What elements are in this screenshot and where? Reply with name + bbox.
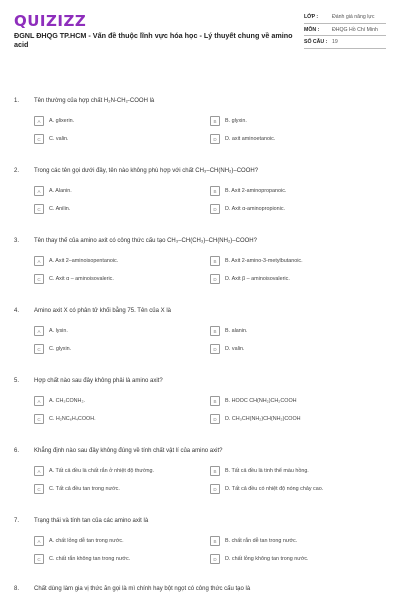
option-d[interactable]: D D. Axit β – aminoisovaleric.: [210, 270, 386, 288]
question-text: Chất dùng làm gia vị thức ăn gọi là mì chính hay bột ngọt có công thức cấu tạo là: [34, 586, 251, 592]
option-c[interactable]: C C. Tất cả đều tan trong nước.: [34, 480, 210, 498]
option-d-checkbox[interactable]: D: [210, 554, 220, 564]
question-text: Trạng thái và tính tan của các amino axit là: [34, 518, 149, 524]
option-d[interactable]: D D. CH₃CH(NH₂)CH(NH₂)COOH: [210, 410, 386, 428]
question-8: [14, 584, 386, 594]
option-a[interactable]: A A. Tất cả đều là chất rắn ở nhiệt độ thường.: [34, 462, 210, 480]
question-number: 1.: [14, 98, 20, 104]
option-b[interactable]: B B. HOOC CH(NH₂)CH₂COOH: [210, 392, 386, 410]
question-4: [14, 306, 386, 358]
question-text: Khẳng định nào sau đây không đúng về tính chất vật lí của amino axit?: [34, 448, 223, 454]
option-a[interactable]: A A. CH₃CONH₂.: [34, 392, 210, 410]
option-d-checkbox[interactable]: D: [210, 204, 220, 214]
worksheet-meta: [304, 14, 386, 52]
option-a-checkbox[interactable]: A: [34, 326, 44, 336]
option-c-checkbox[interactable]: C: [34, 204, 44, 214]
option-b[interactable]: B B. alanin.: [210, 322, 386, 340]
option-a[interactable]: A A. glixerin.: [34, 112, 210, 130]
option-b-checkbox[interactable]: B: [210, 186, 220, 196]
option-d[interactable]: D D. Axit α-aminopropionic.: [210, 200, 386, 218]
question-number: 4.: [14, 308, 20, 314]
option-a-checkbox[interactable]: A: [34, 466, 44, 476]
option-d[interactable]: D D. valin.: [210, 340, 386, 358]
option-c[interactable]: C C. Axit α – aminoisovaleric.: [34, 270, 210, 288]
option-d-checkbox[interactable]: D: [210, 414, 220, 424]
option-a-checkbox[interactable]: A: [34, 536, 44, 546]
question-2: [14, 166, 386, 218]
option-b-checkbox[interactable]: B: [210, 256, 220, 266]
option-d-checkbox[interactable]: D: [210, 344, 220, 354]
option-c[interactable]: C C. chất rắn không tan trong nước.: [34, 550, 210, 568]
question-number: 2.: [14, 168, 20, 174]
option-a[interactable]: A A. chất lỏng dễ tan trong nước.: [34, 532, 210, 550]
option-a-checkbox[interactable]: A: [34, 396, 44, 406]
option-b-checkbox[interactable]: B: [210, 466, 220, 476]
option-b-checkbox[interactable]: B: [210, 536, 220, 546]
question-number: 6.: [14, 448, 20, 454]
option-c-checkbox[interactable]: C: [34, 274, 44, 284]
question-text: Amino axit X có phân tử khối bằng 75. Tên của X là: [34, 308, 171, 314]
option-c[interactable]: C C. valin.: [34, 130, 210, 148]
option-c-checkbox[interactable]: C: [34, 554, 44, 564]
option-d[interactable]: D D. Tất cả đều có nhiệt độ nóng chảy cao.: [210, 480, 386, 498]
option-a[interactable]: A A. lysin.: [34, 322, 210, 340]
question-text: Tên thay thế của amino axit có công thức cấu tạo CH₃–CH(CH₃)–CH(NH₂)–COOH?: [34, 238, 257, 244]
quizizz-logo: QUIZIZZ: [14, 12, 87, 30]
option-d[interactable]: D D. chất lỏng không tan trong nước.: [210, 550, 386, 568]
option-b[interactable]: B B. chất rắn dễ tan trong nước.: [210, 532, 386, 550]
option-c-checkbox[interactable]: C: [34, 414, 44, 424]
meta-question-count: SỐ CÂU : 19: [304, 39, 386, 49]
option-d[interactable]: D D. axit aminoetanoic.: [210, 130, 386, 148]
question-7: [14, 516, 386, 568]
question-number: 5.: [14, 378, 20, 384]
question-text: Tên thường của hợp chất H₂N-CH₂-COOH là: [34, 98, 155, 104]
worksheet-header: [14, 12, 386, 84]
option-d-checkbox[interactable]: D: [210, 134, 220, 144]
option-b[interactable]: B B. glyxin.: [210, 112, 386, 130]
option-c-checkbox[interactable]: C: [34, 134, 44, 144]
option-a-checkbox[interactable]: A: [34, 186, 44, 196]
question-5: [14, 376, 386, 428]
option-b[interactable]: B B. Tất cả đều là tinh thể màu hồng.: [210, 462, 386, 480]
option-c[interactable]: C C. Anilin.: [34, 200, 210, 218]
option-a[interactable]: A A. Alanin.: [34, 182, 210, 200]
option-b-checkbox[interactable]: B: [210, 396, 220, 406]
question-text: Hợp chất nào sau đây không phải là amino axit?: [34, 378, 163, 384]
option-b[interactable]: B B. Axit 2-aminopropanoic.: [210, 182, 386, 200]
question-3: [14, 236, 386, 288]
option-a-checkbox[interactable]: A: [34, 256, 44, 266]
option-d-checkbox[interactable]: D: [210, 484, 220, 494]
question-number: 8.: [14, 586, 20, 592]
question-1: [14, 96, 386, 148]
meta-class: LỚP : Đánh giá năng lực: [304, 14, 386, 24]
question-text: Trong các tên gọi dưới đây, tên nào không phù hợp với chất CH₃–CH(NH₂)–COOH?: [34, 168, 259, 174]
option-d-checkbox[interactable]: D: [210, 274, 220, 284]
option-a-checkbox[interactable]: A: [34, 116, 44, 126]
question-6: [14, 446, 386, 498]
option-c-checkbox[interactable]: C: [34, 344, 44, 354]
option-a[interactable]: A A. Axit 2–aminoisopentanoic.: [34, 252, 210, 270]
meta-subject: MÔN : ĐHQG Hồ Chí Minh: [304, 27, 386, 37]
option-b-checkbox[interactable]: B: [210, 326, 220, 336]
option-c[interactable]: C C. H₂NC₆H₄COOH.: [34, 410, 210, 428]
question-number: 7.: [14, 518, 20, 524]
option-b[interactable]: B B. Axit 2-amino-3-metylbutanoic.: [210, 252, 386, 270]
question-number: 3.: [14, 238, 20, 244]
option-c[interactable]: C C. glyxin.: [34, 340, 210, 358]
worksheet-title: ĐGNL ĐHQG TP.HCM - Vấn đề thuộc lĩnh vực hóa học - Lý thuyết chung về amino acid: [14, 31, 293, 49]
option-b-checkbox[interactable]: B: [210, 116, 220, 126]
option-c-checkbox[interactable]: C: [34, 484, 44, 494]
